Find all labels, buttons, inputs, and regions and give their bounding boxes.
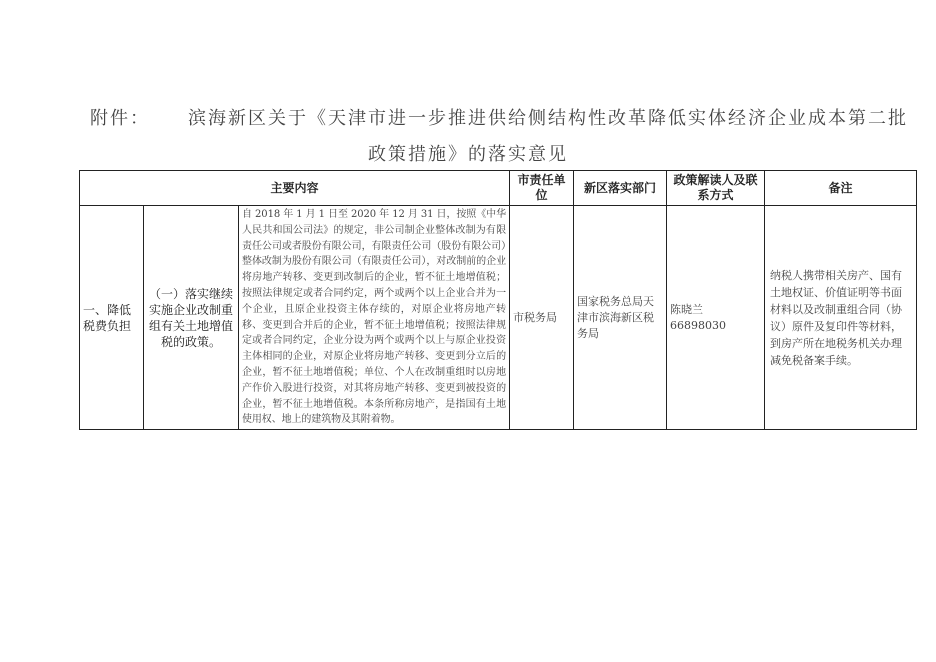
header-district-dept: 新区落实部门 xyxy=(574,171,667,206)
attachment-prefix: 附件： xyxy=(90,108,150,129)
policy-table xyxy=(79,170,917,430)
contact-phone: 66898030 xyxy=(670,318,726,332)
contact-name: 陈晓兰 xyxy=(670,302,703,316)
content-cell: 自 2018 年 1 月 1 日至 2020 年 12 月 31 日，按照《中华人民共和国公司法》的规定，非公司制企业整体改制为有限责任公司或者股份有限公司，有限责任公司（股份有限公司）整体改制为股份有限公司（有限责任公司），对改制前的企业将房地产转移、变更到改制后的企业，暂不征土地增值税；按照法律规定或者合同约定，两个或两个以上企业合并为一个企业，且原企业投资主体存续的，对原企业将房地产转移、变更到合并后的企业，暂不征土地增值税；按照法律规定或者合同约定，企业分设为两个或两个以上与原企业投资主体相同的企业，对原企业将房地产转移、变更到分立后的企业，暂不征土地增值税；单位、个人在改制重组时以房地产作价入股进行投资，对其将房地产转移、变更到被投资的企业，暂不征土地增值税。本条所称房地产，是指国有土地使用权、地上的建筑物及其附着物。 xyxy=(239,206,510,430)
document-title-line2: 政策措施》的落实意见 xyxy=(368,144,568,165)
contact-cell xyxy=(667,206,765,430)
category-cell: 一、降低税费负担 xyxy=(80,206,144,430)
header-notes: 备注 xyxy=(765,171,917,206)
title-text: 滨海新区关于《天津市进一步推进供给侧结构性改革降低实体经济企业成本第二批 xyxy=(188,108,908,129)
header-city-dept: 市责任单位 xyxy=(510,171,574,206)
header-main-content: 主要内容 xyxy=(80,171,510,206)
document-title-line1 xyxy=(90,104,920,130)
district-dept-cell: 国家税务总局天津市滨海新区税务局 xyxy=(574,206,667,430)
table-row xyxy=(80,206,917,430)
measure-cell: （一）落实继续实施企业改制重组有关土地增值税的政策。 xyxy=(144,206,239,430)
header-contact: 政策解读人及联系方式 xyxy=(667,171,765,206)
city-dept-cell: 市税务局 xyxy=(510,206,574,430)
table-header-row xyxy=(80,171,917,206)
notes-cell: 纳税人携带相关房产、国有土地权证、价值证明等书面材料以及改制重组合同（协议）原件及复印件等材料，到房产所在地税务机关办理减免税备案手续。 xyxy=(765,206,917,430)
